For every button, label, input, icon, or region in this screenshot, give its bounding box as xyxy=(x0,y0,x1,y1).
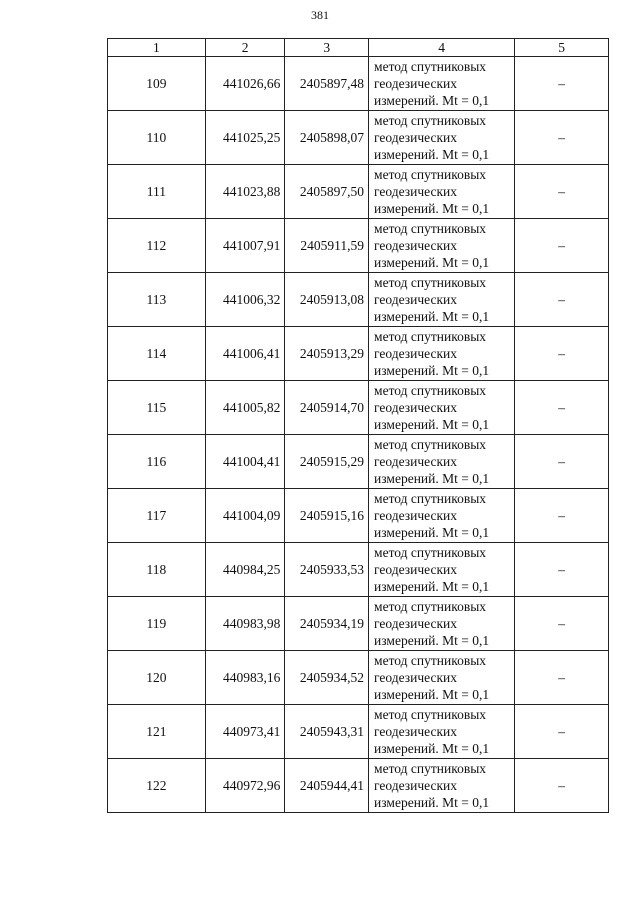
method-text-line: метод спутниковых xyxy=(374,545,487,560)
note-cell: – xyxy=(515,597,609,651)
column-header-5: 5 xyxy=(515,39,609,57)
method-text-line: геодезических xyxy=(374,76,457,91)
table-row xyxy=(108,705,609,759)
table-row xyxy=(108,219,609,273)
coordinates-table xyxy=(107,38,609,813)
y-coordinate-cell: 2405934,19 xyxy=(285,597,369,651)
note-cell: – xyxy=(515,111,609,165)
page-number: 381 xyxy=(311,8,329,22)
method-text-line: измерений. Mt = 0,1 xyxy=(374,741,490,756)
method-cell xyxy=(369,273,515,327)
method-text-line: геодезических xyxy=(374,724,457,739)
note-cell: – xyxy=(515,219,609,273)
method-text-line: геодезических xyxy=(374,454,457,469)
table-row xyxy=(108,489,609,543)
note-cell: – xyxy=(515,759,609,813)
method-text-line: метод спутниковых xyxy=(374,491,487,506)
method-text-line: измерений. Mt = 0,1 xyxy=(374,363,490,378)
table-row xyxy=(108,435,609,489)
column-header-4: 4 xyxy=(369,39,515,57)
method-text-line: измерений. Mt = 0,1 xyxy=(374,147,490,162)
y-coordinate-cell: 2405897,48 xyxy=(285,57,369,111)
note-cell: – xyxy=(515,57,609,111)
point-number-cell: 110 xyxy=(108,111,206,165)
y-coordinate-cell: 2405944,41 xyxy=(285,759,369,813)
method-text-line: измерений. Mt = 0,1 xyxy=(374,579,490,594)
x-coordinate-cell: 441006,32 xyxy=(205,273,285,327)
method-cell xyxy=(369,651,515,705)
method-cell xyxy=(369,111,515,165)
x-coordinate-cell: 441004,41 xyxy=(205,435,285,489)
y-coordinate-cell: 2405898,07 xyxy=(285,111,369,165)
method-cell xyxy=(369,327,515,381)
method-text-line: геодезических xyxy=(374,184,457,199)
point-number-cell: 115 xyxy=(108,381,206,435)
method-text-line: метод спутниковых xyxy=(374,329,487,344)
column-header-1: 1 xyxy=(108,39,206,57)
point-number-cell: 111 xyxy=(108,165,206,219)
y-coordinate-cell: 2405913,08 xyxy=(285,273,369,327)
y-coordinate-cell: 2405913,29 xyxy=(285,327,369,381)
table-row xyxy=(108,651,609,705)
method-cell xyxy=(369,705,515,759)
method-text-line: геодезических xyxy=(374,130,457,145)
x-coordinate-cell: 441026,66 xyxy=(205,57,285,111)
table-row xyxy=(108,543,609,597)
method-text-line: метод спутниковых xyxy=(374,383,487,398)
x-coordinate-cell: 440984,25 xyxy=(205,543,285,597)
method-text-line: метод спутниковых xyxy=(374,707,487,722)
x-coordinate-cell: 441023,88 xyxy=(205,165,285,219)
x-coordinate-cell: 441007,91 xyxy=(205,219,285,273)
point-number-cell: 119 xyxy=(108,597,206,651)
point-number-cell: 116 xyxy=(108,435,206,489)
method-text-line: геодезических xyxy=(374,238,457,253)
x-coordinate-cell: 440972,96 xyxy=(205,759,285,813)
method-text-line: геодезических xyxy=(374,778,457,793)
y-coordinate-cell: 2405897,50 xyxy=(285,165,369,219)
column-header-3: 3 xyxy=(285,39,369,57)
method-text-line: геодезических xyxy=(374,616,457,631)
table-row xyxy=(108,597,609,651)
method-cell xyxy=(369,165,515,219)
method-text-line: метод спутниковых xyxy=(374,113,487,128)
point-number-cell: 109 xyxy=(108,57,206,111)
point-number-cell: 118 xyxy=(108,543,206,597)
y-coordinate-cell: 2405915,29 xyxy=(285,435,369,489)
method-text-line: измерений. Mt = 0,1 xyxy=(374,633,490,648)
method-text-line: геодезических xyxy=(374,562,457,577)
table-header-row xyxy=(108,39,609,57)
method-text-line: метод спутниковых xyxy=(374,221,487,236)
method-text-line: метод спутниковых xyxy=(374,761,487,776)
method-text-line: измерений. Mt = 0,1 xyxy=(374,471,490,486)
method-text-line: измерений. Mt = 0,1 xyxy=(374,417,490,432)
method-text-line: метод спутниковых xyxy=(374,275,487,290)
method-cell xyxy=(369,57,515,111)
note-cell: – xyxy=(515,327,609,381)
method-cell xyxy=(369,597,515,651)
x-coordinate-cell: 440983,16 xyxy=(205,651,285,705)
table-row xyxy=(108,381,609,435)
y-coordinate-cell: 2405933,53 xyxy=(285,543,369,597)
point-number-cell: 117 xyxy=(108,489,206,543)
note-cell: – xyxy=(515,651,609,705)
y-coordinate-cell: 2405915,16 xyxy=(285,489,369,543)
table-row xyxy=(108,165,609,219)
point-number-cell: 120 xyxy=(108,651,206,705)
method-cell xyxy=(369,435,515,489)
note-cell: – xyxy=(515,435,609,489)
table-row xyxy=(108,327,609,381)
note-cell: – xyxy=(515,489,609,543)
method-text-line: измерений. Mt = 0,1 xyxy=(374,255,490,270)
note-cell: – xyxy=(515,705,609,759)
method-text-line: геодезических xyxy=(374,670,457,685)
point-number-cell: 113 xyxy=(108,273,206,327)
method-text-line: метод спутниковых xyxy=(374,599,487,614)
table-row xyxy=(108,57,609,111)
table-row xyxy=(108,273,609,327)
y-coordinate-cell: 2405934,52 xyxy=(285,651,369,705)
y-coordinate-cell: 2405911,59 xyxy=(285,219,369,273)
note-cell: – xyxy=(515,273,609,327)
method-text-line: метод спутниковых xyxy=(374,59,487,74)
method-text-line: метод спутниковых xyxy=(374,437,487,452)
method-cell xyxy=(369,219,515,273)
point-number-cell: 112 xyxy=(108,219,206,273)
point-number-cell: 122 xyxy=(108,759,206,813)
method-text-line: измерений. Mt = 0,1 xyxy=(374,93,490,108)
method-text-line: геодезических xyxy=(374,292,457,307)
note-cell: – xyxy=(515,543,609,597)
method-cell xyxy=(369,489,515,543)
method-text-line: метод спутниковых xyxy=(374,167,487,182)
method-cell xyxy=(369,381,515,435)
table-row xyxy=(108,111,609,165)
point-number-cell: 121 xyxy=(108,705,206,759)
point-number-cell: 114 xyxy=(108,327,206,381)
method-text-line: измерений. Mt = 0,1 xyxy=(374,309,490,324)
table-row xyxy=(108,759,609,813)
method-text-line: измерений. Mt = 0,1 xyxy=(374,525,490,540)
method-cell xyxy=(369,759,515,813)
method-text-line: геодезических xyxy=(374,508,457,523)
y-coordinate-cell: 2405914,70 xyxy=(285,381,369,435)
x-coordinate-cell: 441006,41 xyxy=(205,327,285,381)
method-text-line: метод спутниковых xyxy=(374,653,487,668)
column-header-2: 2 xyxy=(205,39,285,57)
note-cell: – xyxy=(515,381,609,435)
method-cell xyxy=(369,543,515,597)
method-text-line: измерений. Mt = 0,1 xyxy=(374,687,490,702)
method-text-line: измерений. Mt = 0,1 xyxy=(374,201,490,216)
note-cell: – xyxy=(515,165,609,219)
x-coordinate-cell: 441025,25 xyxy=(205,111,285,165)
method-text-line: геодезических xyxy=(374,346,457,361)
y-coordinate-cell: 2405943,31 xyxy=(285,705,369,759)
method-text-line: геодезических xyxy=(374,400,457,415)
x-coordinate-cell: 440983,98 xyxy=(205,597,285,651)
method-text-line: измерений. Mt = 0,1 xyxy=(374,795,490,810)
x-coordinate-cell: 441004,09 xyxy=(205,489,285,543)
x-coordinate-cell: 440973,41 xyxy=(205,705,285,759)
x-coordinate-cell: 441005,82 xyxy=(205,381,285,435)
